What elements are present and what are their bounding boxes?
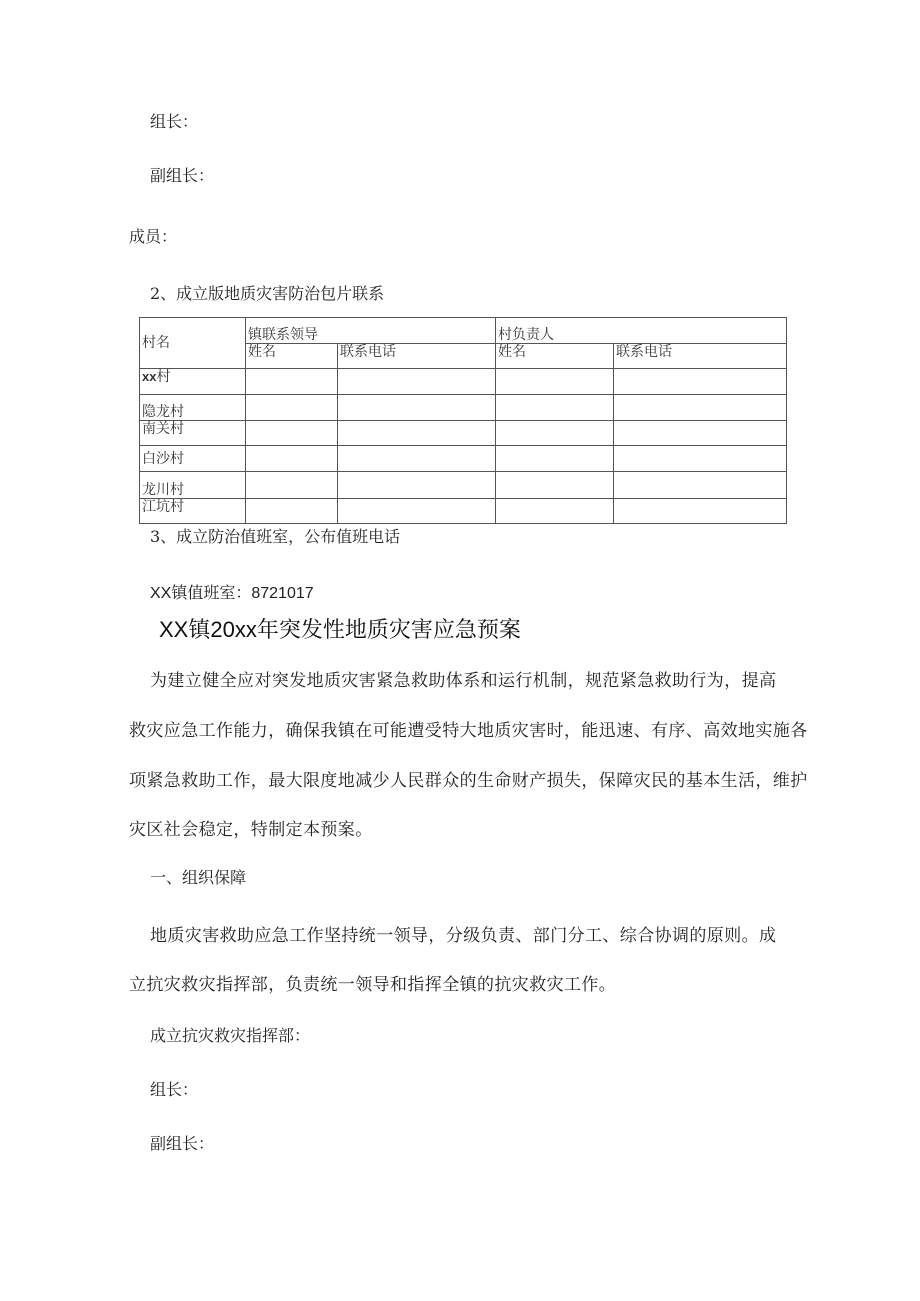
intro-line: 为建立健全应对突发地质灾害紧急救助体系和运行机制，规范紧急救助行为，提高 [150,671,777,691]
table-cell [338,369,496,395]
deputy-leader-label: 副组长： [150,166,215,185]
table-cell [338,499,496,524]
village-contact-table [139,317,787,524]
table-cell [614,472,787,499]
plan-title: XX镇20xx年突发性地质灾害应急预案 [159,617,521,642]
town-contact-leader-header: 镇联系领导 [246,318,496,344]
town-leader-name-header: 姓名 [246,344,338,369]
section-1-line: 立抗灾救灾指挥部，负责统一领导和指挥全镇的抗灾救灾工作。 [129,975,617,995]
hq-leader-label: 组长： [150,1080,199,1099]
members-label: 成员： [129,227,178,246]
village-head-name-header: 姓名 [496,344,614,369]
village-name-header: 村名 [140,318,246,369]
village-name-cell: 隐龙村 [140,395,246,421]
village-name-cell: 白沙村 [140,446,246,472]
table-row [140,421,787,446]
section-1-heading: 一、组织保障 [150,868,247,887]
table-cell [246,472,338,499]
hq-deputy-leader-label: 副组长： [150,1134,215,1153]
town-leader-phone-header: 联系电话 [338,344,496,369]
intro-line: 救灾应急工作能力，确保我镇在可能遭受特大地质灾害时，能迅速、有序、高效地实施各 [129,721,808,741]
section-2-heading: 2、成立版地质灾害防治包片联系 [150,284,385,303]
duty-office-phone: 8721017 [251,585,314,602]
table-cell [614,499,787,524]
table-cell [338,446,496,472]
village-name-cell: 南关村 [140,421,246,446]
table-cell [246,395,338,421]
section-3-heading: 3、成立防治值班室，公布值班电话 [150,527,401,546]
table-cell [496,421,614,446]
hq-heading: 成立抗灾救灾指挥部： [150,1026,311,1045]
village-name-suffix: 村 [156,369,171,385]
intro-line: 项紧急救助工作，最大限度地减少人民群众的生命财产损失，保障灾民的基本生活，维护 [129,771,808,791]
table-cell [246,369,338,395]
table-cell [496,395,614,421]
table-row [140,395,787,421]
duty-office-line [150,583,314,604]
table-cell [496,499,614,524]
leader-label: 组长： [150,112,199,131]
section-1-line: 地质灾害救助应急工作坚持统一领导，分级负责、部门分工、综合协调的原则。成 [150,926,777,946]
village-name-cell: 龙川村 [140,472,246,499]
village-name-cell [140,369,246,395]
table-cell [496,369,614,395]
intro-line: 灾区社会稳定，特制定本预案。 [129,820,373,840]
duty-office-label: XX镇值班室： [150,585,252,602]
table-cell [614,369,787,395]
table-row [140,499,787,524]
table-row [140,472,787,499]
table-cell [338,421,496,446]
village-name-prefix: xx [142,369,157,384]
village-head-phone-header: 联系电话 [614,344,787,369]
table-cell [614,421,787,446]
table-cell [338,472,496,499]
table-cell [496,446,614,472]
table-cell [496,472,614,499]
table-cell [614,395,787,421]
table-cell [246,446,338,472]
table-row [140,369,787,395]
village-name-cell: 江坑村 [140,499,246,524]
table-cell [246,499,338,524]
table-cell [338,395,496,421]
table-cell [246,421,338,446]
table-cell [614,446,787,472]
village-responsible-header: 村负责人 [496,318,787,344]
table-row [140,446,787,472]
